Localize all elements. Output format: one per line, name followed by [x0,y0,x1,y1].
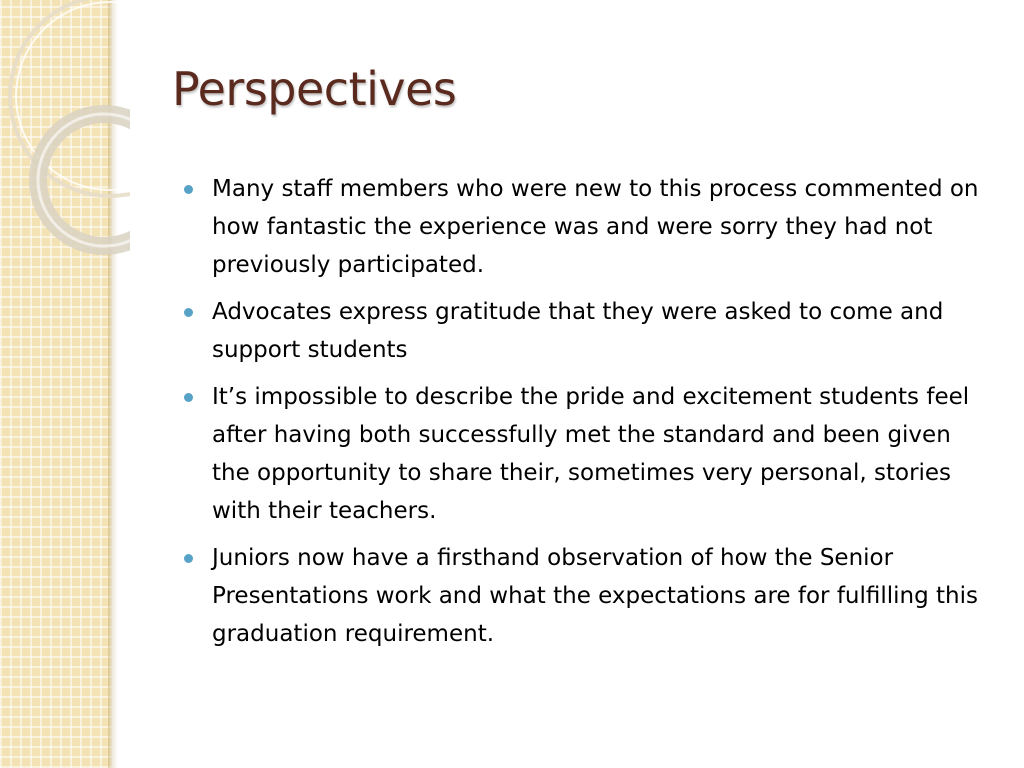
bullet-text: It’s impossible to describe the pride and excitement students feel after having both successfully met the standard and been given the opportunity to share their, sometimes very personal, stories with their teachers. [212,384,970,524]
bullet-dot-icon [184,185,193,194]
bullet-dot-icon [184,308,193,317]
decorative-rings-graphic [0,0,130,260]
bullet-text: Many staff members who were new to this process commented on how fantastic the experience was and were sorry they had not previously participated. [212,176,979,278]
bullet-dot-icon [184,554,193,563]
bullet-item [184,539,994,653]
bullet-text: Advocates express gratitude that they were asked to come and support students [212,299,944,363]
bullet-dot-icon [184,393,193,402]
slide-title: Perspectives [172,62,457,116]
bullet-text: Juniors now have a firsthand observation of how the Senior Presentations work and what the expectations are for fulfilling this graduation requirement. [212,545,978,647]
bullet-item [184,293,994,369]
bullet-list [184,170,994,662]
bullet-item [184,170,994,284]
bullet-item [184,378,994,530]
